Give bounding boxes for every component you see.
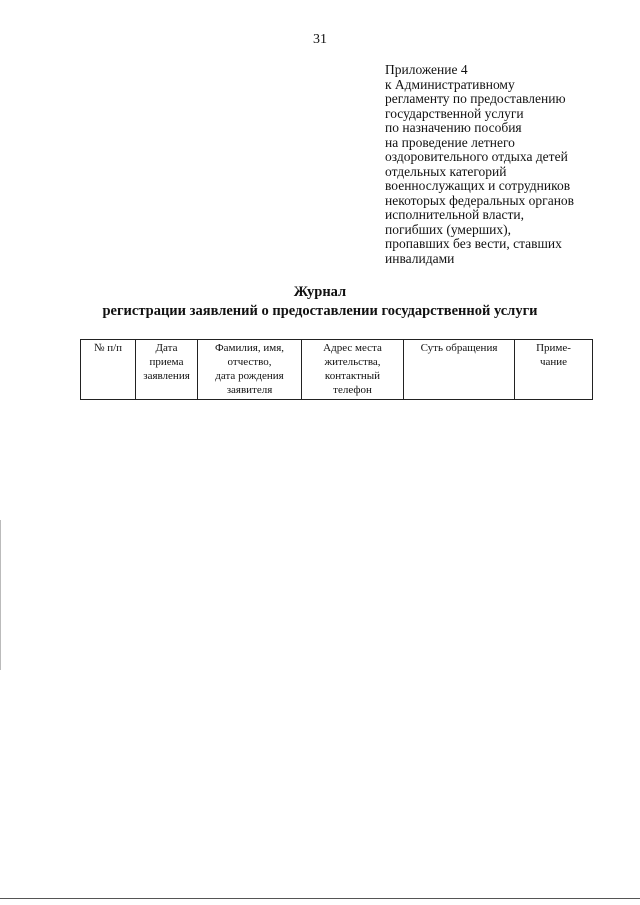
appendix-line: на проведение летнего — [385, 134, 515, 150]
table-header-row — [81, 340, 593, 400]
appendix-line: отдельных категорий — [385, 163, 507, 179]
appendix-line: погибших (умерших), — [385, 221, 511, 237]
scan-edge-mark — [0, 520, 1, 670]
appendix-line: по назначению пособия — [385, 120, 522, 135]
header-request-summary: Суть обращения — [404, 340, 515, 400]
title-line-journal: Журнал — [293, 284, 347, 300]
appendix-line: регламенту по предоставлению — [385, 91, 566, 106]
page-number: 31 — [313, 32, 327, 47]
header-number: № п/п — [81, 340, 136, 400]
appendix-line: военнослужащих и сотрудников — [385, 178, 571, 193]
document-title — [0, 283, 640, 321]
header-address: Адрес места жительства, контактный телефон — [302, 340, 404, 400]
appendix-line: государственной услуги — [385, 105, 524, 121]
appendix-note — [385, 63, 635, 266]
appendix-line: пропавших без вести, ставших — [385, 236, 562, 251]
header-date: Дата приема заявления — [136, 340, 198, 400]
title-line-subtitle: регистрации заявлений о предоставлении государственной услуги — [102, 303, 538, 319]
header-full-name: Фамилия, имя, отчество, дата рождения заявителя — [198, 340, 302, 400]
appendix-line: Приложение 4 — [385, 62, 468, 77]
appendix-line: инвалидами — [385, 250, 455, 266]
scan-bottom-rule — [0, 898, 640, 899]
appendix-line: исполнительной власти, — [385, 207, 524, 222]
appendix-line: оздоровительного отдыха детей — [385, 149, 568, 164]
appendix-line: некоторых федеральных органов — [385, 192, 575, 208]
header-note: Приме- чание — [515, 340, 593, 400]
journal-table — [80, 339, 593, 400]
appendix-line: к Административному — [385, 76, 515, 92]
